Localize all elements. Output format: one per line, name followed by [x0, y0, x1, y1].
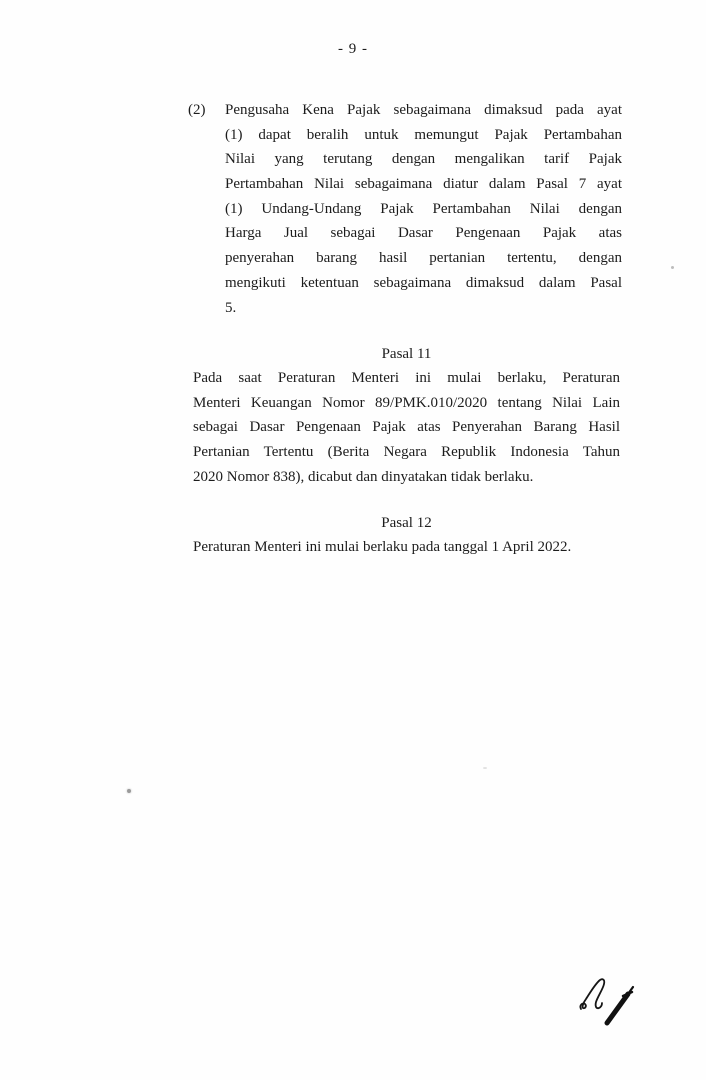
- text-line: Menteri Keuangan Nomor 89/PMK.010/2020 tentang Nilai Lain: [193, 394, 620, 411]
- text-line: 5.: [225, 299, 237, 316]
- section-heading-pasal-12: Pasal 12: [381, 515, 432, 531]
- text-line: 2020 Nomor 838), dicabut dan dinyatakan tidak berlaku.: [193, 468, 534, 485]
- text-line: penyerahan barang hasil pertanian tertentu, dengan: [225, 250, 622, 267]
- clause-body-text: [225, 98, 622, 320]
- paragraph-pasal-11: [193, 366, 620, 489]
- text-line: (1) dapat beralih untuk memungut Pajak Pertambahan: [225, 126, 622, 143]
- section-heading-pasal-11: Pasal 11: [381, 346, 432, 362]
- text-line: Peraturan Menteri ini mulai berlaku pada tanggal 1 April 2022.: [193, 539, 572, 555]
- scan-speck: [671, 266, 674, 269]
- handwritten-paraf-icon: [575, 963, 641, 1029]
- scan-speck: [483, 767, 487, 769]
- paragraph-pasal-12: [193, 535, 643, 560]
- scan-speck: [127, 789, 131, 793]
- text-line: Harga Jual sebagai Dasar Pengenaan Pajak atas: [225, 225, 622, 242]
- clause-number-marker: (2): [188, 102, 206, 118]
- text-line: Pengusaha Kena Pajak sebagaimana dimaksud pada ayat: [225, 102, 622, 118]
- text-line: Pertanian Tertentu (Berita Negara Republik Indonesia Tahun: [193, 444, 620, 461]
- text-line: (1) Undang-Undang Pajak Pertambahan Nilai dengan: [225, 200, 622, 217]
- text-line: sebagai Dasar Pengenaan Pajak atas Penyerahan Barang Hasil: [193, 419, 620, 436]
- text-line: mengikuti ketentuan sebagaimana dimaksud dalam Pasal: [225, 274, 622, 291]
- page-number: - 9 -: [338, 41, 368, 57]
- text-line: Pertambahan Nilai sebagaimana diatur dalam Pasal 7 ayat: [225, 176, 622, 193]
- clause-item-ayat-2: [188, 98, 622, 320]
- text-line: Nilai yang terutang dengan mengalikan tarif Pajak: [225, 151, 622, 168]
- text-line: Pada saat Peraturan Menteri ini mulai berlaku, Peraturan: [193, 370, 620, 386]
